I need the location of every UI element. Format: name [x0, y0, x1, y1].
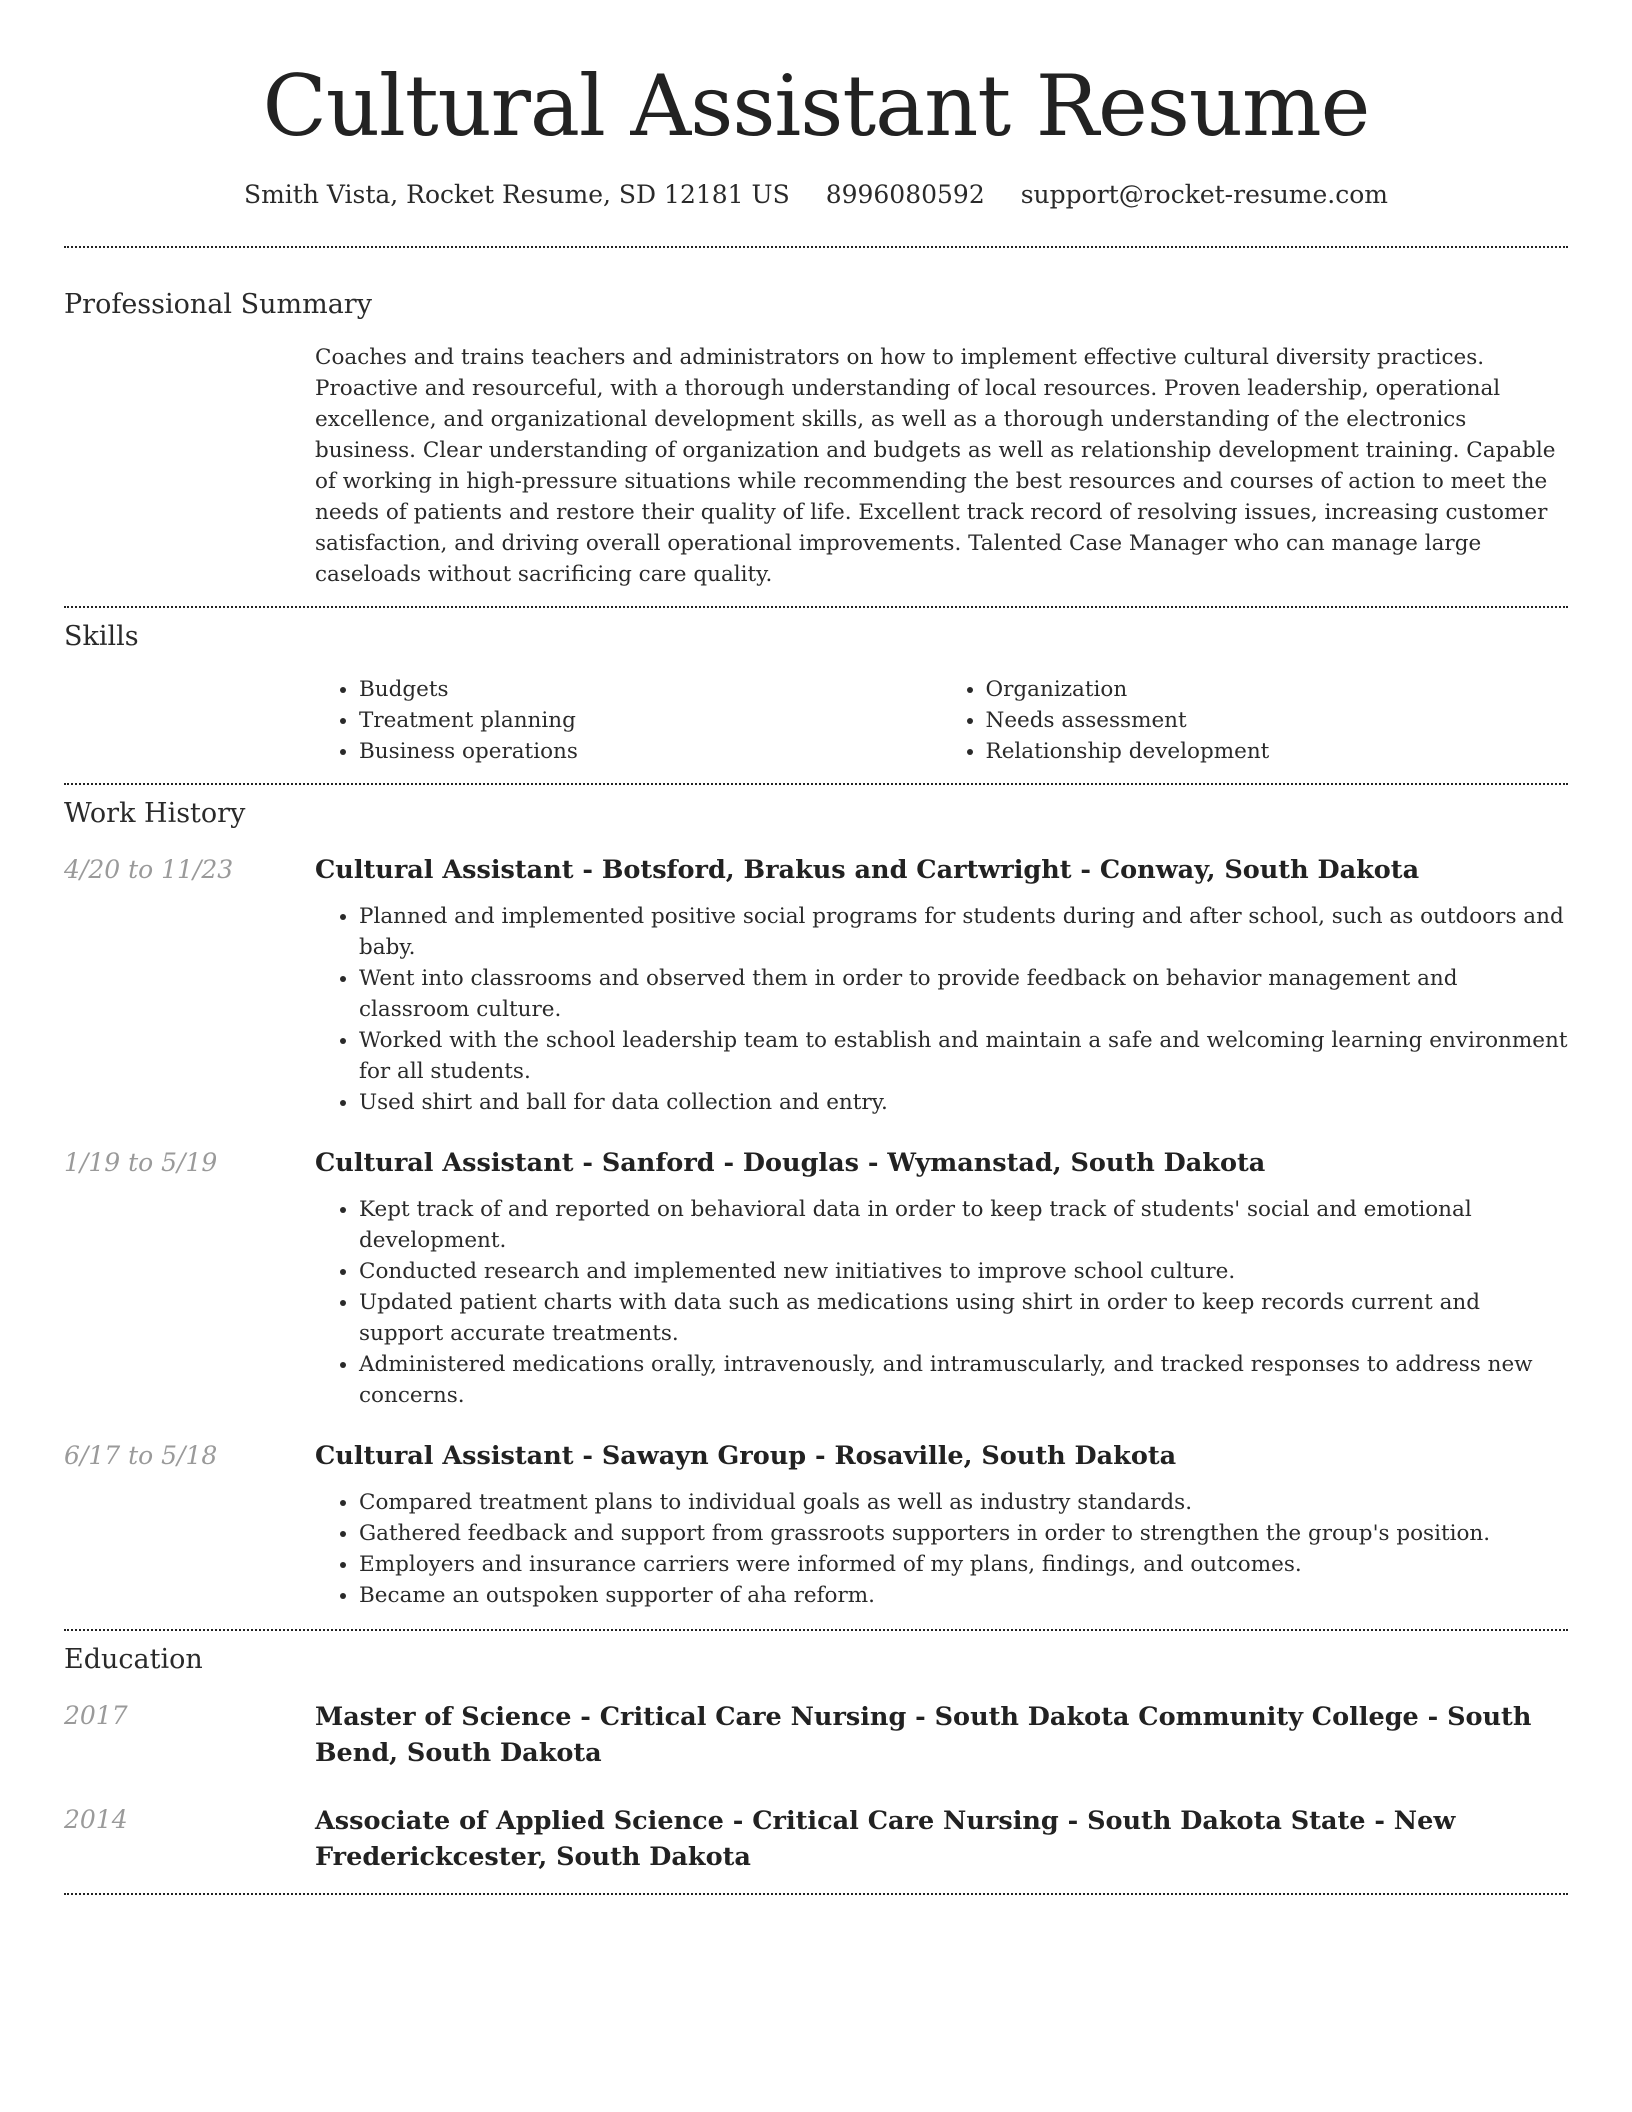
resume-page	[64, 0, 1568, 1895]
job-bullets	[315, 1487, 1568, 1611]
job-bullet: • Planned and implemented positive social programs for students during and after school, such as outdoors and baby.	[359, 901, 1568, 963]
job-body	[315, 853, 1568, 1118]
section-heading-work: Work History	[64, 798, 246, 829]
skill-item: • Relationship development	[986, 736, 1569, 767]
education-section	[64, 1631, 1568, 1893]
contact-address: Smith Vista, Rocket Resume, SD 12181 US	[243, 180, 790, 209]
job-entry	[64, 853, 1568, 1118]
education-body	[315, 1699, 1568, 1771]
section-heading-skills: Skills	[64, 621, 139, 652]
skills-list-right	[942, 674, 1569, 767]
skill-item: • Budgets	[359, 674, 942, 705]
section-heading-summary: Professional Summary	[64, 289, 372, 320]
job-body	[315, 1439, 1568, 1611]
section-divider	[64, 1893, 1568, 1895]
job-entry	[64, 1146, 1568, 1411]
job-title: Cultural Assistant - Botsford, Brakus and Cartwright - Conway, South Dakota	[315, 855, 1420, 885]
skill-item: • Organization	[986, 674, 1569, 705]
skills-list-left	[315, 674, 942, 767]
job-bullet: • Administered medications orally, intravenously, and intramuscularly, and tracked responses to address new concerns.	[359, 1349, 1568, 1411]
education-title: Master of Science - Critical Care Nursing - South Dakota Community College - South Bend, South Dakota	[315, 1702, 1532, 1768]
contact-email: support@rocket-resume.com	[1020, 180, 1389, 209]
education-entry	[64, 1803, 1568, 1875]
contact-line	[64, 178, 1568, 212]
job-bullet: • Updated patient charts with data such as medications using shirt in order to keep records current and support accurate treatments.	[359, 1287, 1568, 1349]
job-bullet: • Conducted research and implemented new initiatives to improve school culture.	[359, 1256, 1568, 1287]
contact-phone: 8996080592	[825, 180, 985, 209]
job-bullet: • Used shirt and ball for data collection and entry.	[359, 1087, 1568, 1118]
education-date: 2017	[64, 1701, 128, 1730]
job-bullet: • Gathered feedback and support from grassroots supporters in order to strengthen the group's position.	[359, 1518, 1568, 1549]
skills-columns	[315, 674, 1568, 767]
job-title: Cultural Assistant - Sawayn Group - Rosaville, South Dakota	[315, 1441, 1177, 1471]
job-bullet: • Kept track of and reported on behavioral data in order to keep track of students' social and emotional development.	[359, 1194, 1568, 1256]
job-bullet: • Compared treatment plans to individual goals as well as industry standards.	[359, 1487, 1568, 1518]
job-date: 6/17 to 5/18	[64, 1441, 218, 1470]
job-body	[315, 1146, 1568, 1411]
professional-summary-section	[64, 248, 1568, 606]
work-history-section	[64, 785, 1568, 1629]
job-bullet: • Became an outspoken supporter of aha reform.	[359, 1580, 1568, 1611]
education-entry	[64, 1699, 1568, 1771]
job-date: 1/19 to 5/19	[64, 1148, 218, 1177]
job-title: Cultural Assistant - Sanford - Douglas - Wymanstad, South Dakota	[315, 1148, 1266, 1178]
job-date: 4/20 to 11/23	[64, 855, 234, 884]
job-bullet: • Worked with the school leadership team to establish and maintain a safe and welcoming learning environment for all students.	[359, 1025, 1568, 1087]
section-heading-education: Education	[64, 1644, 203, 1675]
education-date: 2014	[64, 1805, 128, 1834]
job-bullet: • Went into classrooms and observed them in order to provide feedback on behavior management and classroom culture.	[359, 963, 1568, 1025]
resume-title: Cultural Assistant Resume	[262, 57, 1370, 155]
job-bullet: • Employers and insurance carriers were informed of my plans, findings, and outcomes.	[359, 1549, 1568, 1580]
job-bullets	[315, 1194, 1568, 1411]
skill-item: • Treatment planning	[359, 705, 942, 736]
job-entry	[64, 1439, 1568, 1611]
skill-item: • Business operations	[359, 736, 942, 767]
education-title: Associate of Applied Science - Critical Care Nursing - South Dakota State - New Frederickcester, South Dakota	[315, 1806, 1456, 1872]
skills-section	[64, 608, 1568, 783]
education-body	[315, 1803, 1568, 1875]
job-bullets	[315, 901, 1568, 1118]
summary-text: Coaches and trains teachers and administrators on how to implement effective cultural diversity practices. Proactive and resourceful, with a thorough understanding of local resources. Proven leadership, operational excellence, and organizational development skills, as well as a thorough understanding of the electronics business. Clear understanding of organization and budgets as well as relationship development training. Capable of working in high-pressure situations while recommending the best resources and courses of action to meet the needs of patients and restore their quality of life. Excellent track record of resolving issues, increasing customer satisfaction, and driving overall operational improvements. Talented Case Manager who can manage large caseloads without sacrificing care quality.	[315, 345, 1556, 587]
skill-item: • Needs assessment	[986, 705, 1569, 736]
